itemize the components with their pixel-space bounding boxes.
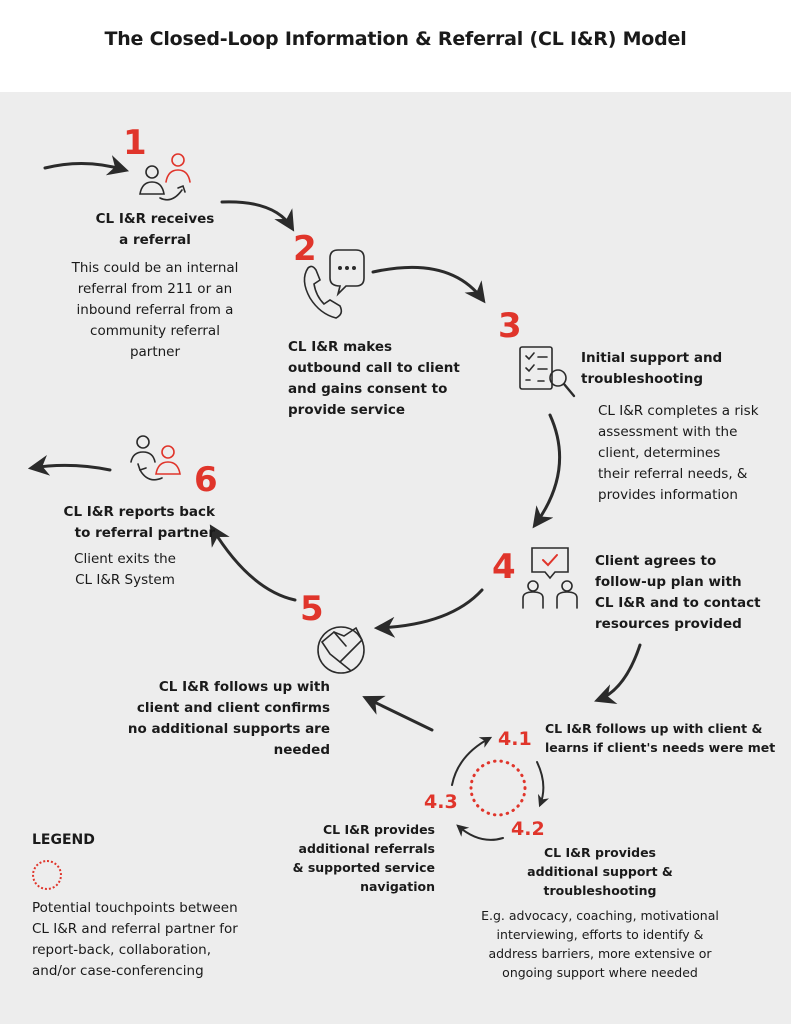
handshake-icon bbox=[318, 627, 364, 673]
step-4-heading: Client agrees to follow-up plan with CL I&R and to contact resources provided bbox=[595, 553, 761, 632]
arrow-2-to-3 bbox=[373, 267, 483, 300]
substep-4-3-heading: CL I&R provides additional referrals & supported service navigation bbox=[292, 822, 435, 894]
step-6-body: Client exits the CL I&R System bbox=[74, 551, 176, 588]
substep-4-3-number: 4.3 bbox=[424, 791, 458, 813]
step-5-number: 5 bbox=[300, 589, 324, 629]
arrow-3-to-4 bbox=[535, 415, 560, 525]
step-1-heading: CL I&R receives a referral bbox=[95, 211, 215, 248]
arrow-4-1-to-5 bbox=[366, 698, 432, 730]
agreement-meeting-icon bbox=[523, 548, 577, 608]
substep-4-2-heading: CL I&R provides additional support & troubleshooting bbox=[527, 845, 673, 898]
step-4-number: 4 bbox=[492, 547, 516, 587]
substep-4-1-heading: CL I&R follows up with client & learns if client's needs were met bbox=[545, 721, 776, 755]
step-3-body: CL I&R completes a risk assessment with the client, determines their referral needs, & provides information bbox=[598, 403, 759, 503]
step-3-heading: Initial support and troubleshooting bbox=[581, 350, 723, 387]
people-exchange-icon bbox=[140, 154, 190, 200]
entry-arrow bbox=[45, 163, 125, 170]
arrow-5-to-6 bbox=[212, 528, 295, 600]
step-6-number: 6 bbox=[194, 460, 218, 500]
substep-4-2-body: E.g. advocacy, coaching, motivational interviewing, efforts to identify & address barriers, more extensive or ongoing support where needed bbox=[481, 908, 719, 980]
page-title: The Closed-Loop Information & Referral (CL I&R) Model bbox=[104, 28, 687, 50]
step-1-number: 1 bbox=[123, 123, 147, 163]
step-1-body: This could be an internal referral from 211 or an inbound referral from a community referral partner bbox=[71, 260, 239, 360]
arrow-4-2-to-4-3 bbox=[458, 826, 503, 840]
arrow-4-3-to-4-1 bbox=[452, 738, 490, 785]
touchpoint-legend-icon bbox=[32, 860, 62, 890]
step-3-number: 3 bbox=[498, 306, 522, 346]
exit-arrow bbox=[32, 465, 110, 470]
step-2-heading: CL I&R makes outbound call to client and gains consent to provide service bbox=[288, 339, 460, 418]
step-6-heading: CL I&R reports back to referral partner bbox=[63, 504, 215, 541]
arrow-4-1-to-4-2 bbox=[537, 762, 543, 805]
arrow-4-to-5 bbox=[378, 590, 482, 628]
checklist-magnifier-icon bbox=[520, 347, 574, 396]
legend-description: Potential touchpoints between CL I&R and referral partner for report-back, collaboration, and/or case-conferencing bbox=[32, 900, 238, 979]
touchpoint-circle bbox=[471, 761, 525, 815]
step-2-number: 2 bbox=[293, 229, 317, 269]
substep-4-1-number: 4.1 bbox=[498, 728, 532, 750]
people-exchange-icon bbox=[131, 436, 180, 480]
legend-title: LEGEND bbox=[32, 832, 95, 848]
substep-4-2-number: 4.2 bbox=[511, 818, 545, 840]
arrow-4-to-4-1 bbox=[598, 645, 640, 700]
step-5-heading: CL I&R follows up with client and client confirms no additional supports are needed bbox=[127, 679, 330, 758]
